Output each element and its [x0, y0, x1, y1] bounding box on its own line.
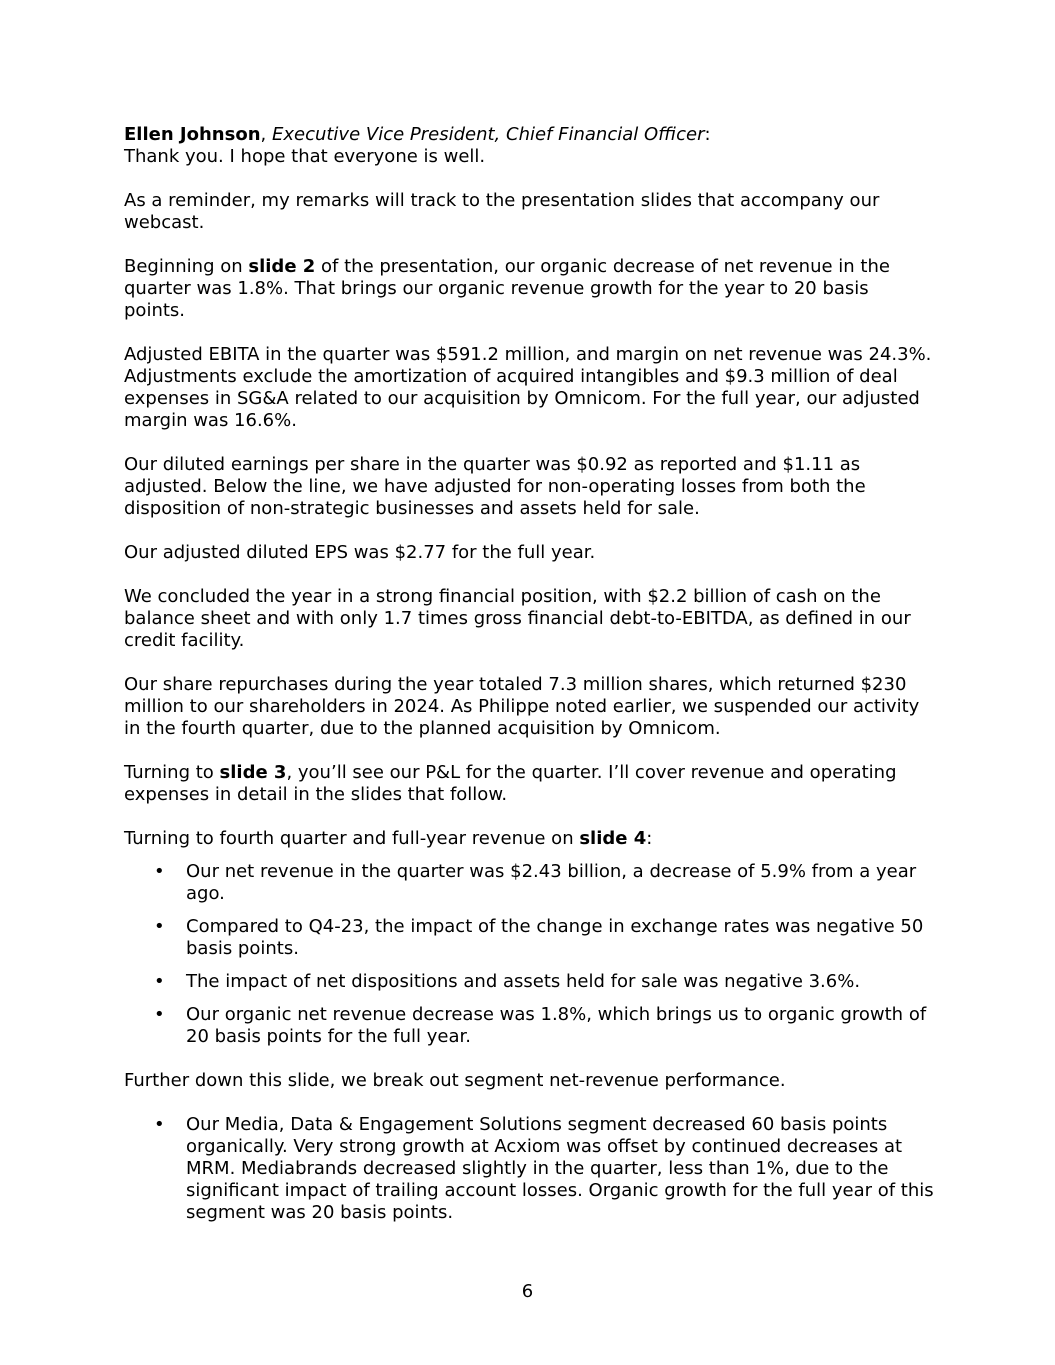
bullet-icon: •	[154, 1004, 165, 1025]
paragraph-adjusted-eps: Our adjusted diluted EPS was $2.77 for the full year.	[124, 542, 596, 563]
bullet-icon: •	[154, 1114, 165, 1135]
text-run: , you’ll see our P&L for the quarter. I’ll cover revenue and operating expenses in detail in the slides that follow.	[124, 762, 897, 805]
list-item	[124, 971, 934, 993]
speaker-colon: :	[704, 124, 711, 145]
slide-reference: slide 2	[248, 256, 316, 277]
speaker-name: Ellen Johnson	[124, 124, 261, 145]
list-item	[124, 1004, 934, 1048]
list-item-text: Our net revenue in the quarter was $2.43 billion, a decrease of 5.9% from a year ago.	[186, 861, 917, 904]
bullet-icon: •	[154, 861, 165, 882]
paragraph-slide-2	[124, 256, 934, 322]
text-run: Turning to	[124, 762, 220, 783]
text-run: :	[646, 828, 653, 849]
text-run: of the presentation, our organic decrease of net revenue in the quarter was 1.8%. That brings our organic revenue growth for the year to 20 basis points.	[124, 256, 890, 321]
paragraph-eps: Our diluted earnings per share in the quarter was $0.92 as reported and $1.11 as adjusted. Below the line, we have adjusted for non-operating losses from both the disposition of non-strategic businesses and assets held for sale.	[124, 454, 866, 519]
paragraph-opening: Thank you. I hope that everyone is well.	[124, 146, 486, 167]
paragraph-financial-position: We concluded the year in a strong financial position, with $2.2 billion of cash on the balance sheet and with only 1.7 times gross financial debt-to-EBITDA, as defined in our credit facility.	[124, 586, 911, 651]
list-item	[124, 861, 934, 905]
list-item-text: The impact of net dispositions and assets held for sale was negative 3.6%.	[186, 971, 861, 992]
paragraph-ebita: Adjusted EBITA in the quarter was $591.2 million, and margin on net revenue was 24.3%. Adjustments exclude the amortization of acquired intangibles and $9.3 million of deal expenses in SG&A related to our acquisition by Omnicom. For the full year, our adjusted margin was 16.6%.	[124, 344, 932, 431]
speaker-separator: ,	[260, 124, 272, 145]
page-number: 6	[521, 1281, 534, 1302]
list-item-text: Our organic net revenue decrease was 1.8%, which brings us to organic growth of 20 basis points for the full year.	[186, 1004, 927, 1047]
paragraph-share-repurchases: Our share repurchases during the year totaled 7.3 million shares, which returned $230 million to our shareholders in 2024. As Philippe noted earlier, we suspended our activity in the fourth quarter, due to the planned acquisition by Omnicom.	[124, 674, 920, 739]
bullet-icon: •	[154, 971, 165, 992]
paragraph-slide-4	[124, 828, 934, 850]
text-run: Beginning on	[124, 256, 249, 277]
slide-reference: slide 4	[579, 828, 647, 849]
paragraph-segment-intro: Further down this slide, we break out segment net-revenue performance.	[124, 1070, 786, 1091]
text-run: Turning to fourth quarter and full-year revenue on	[124, 828, 580, 849]
list-item	[124, 1114, 934, 1224]
list-item-text: Our Media, Data & Engagement Solutions segment decreased 60 basis points organically. Very strong growth at Acxiom was offset by continued decreases at MRM. Mediabrands decreased slightly in the quarter, less than 1%, due to the significant impact of trailing account losses. Organic growth for the full year of this segment was 20 basis points.	[186, 1114, 934, 1223]
list-item-text: Compared to Q4-23, the impact of the change in exchange rates was negative 50 basis points.	[186, 916, 924, 959]
list-item	[124, 916, 934, 960]
paragraph-reminder: As a reminder, my remarks will track to the presentation slides that accompany our webcast.	[124, 190, 880, 233]
paragraph-slide-3	[124, 762, 934, 806]
segment-bullet-list	[124, 1114, 934, 1224]
bullet-icon: •	[154, 916, 165, 937]
slide-reference: slide 3	[219, 762, 287, 783]
speaker-title: Executive Vice President, Chief Financial Officer	[271, 124, 705, 145]
speaker-line	[124, 124, 934, 146]
document-body	[124, 124, 934, 1246]
revenue-bullet-list	[124, 861, 934, 1048]
